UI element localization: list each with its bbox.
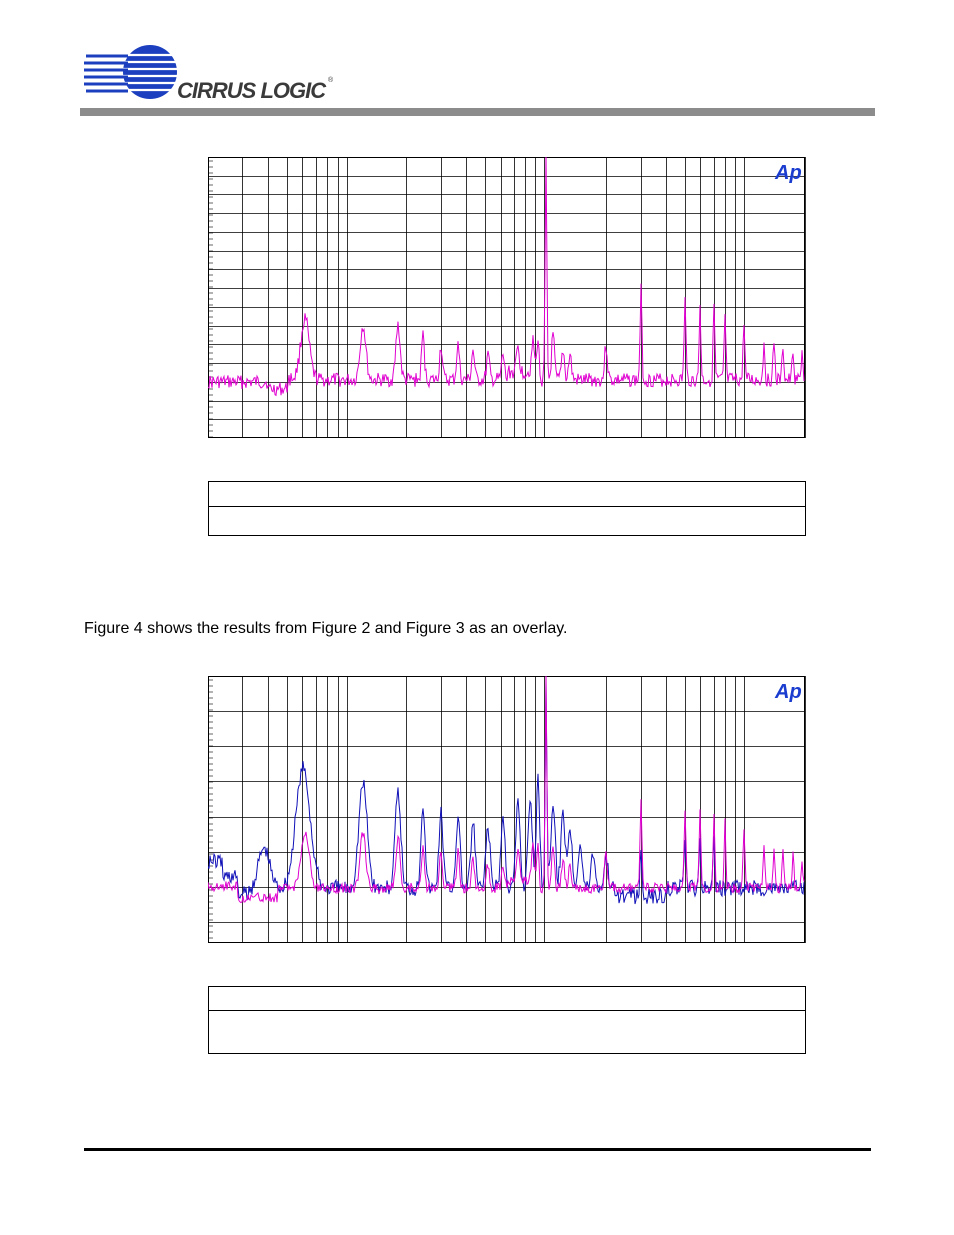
chart-2-plot xyxy=(208,676,806,943)
caption-2-line-2 xyxy=(209,1011,805,1053)
caption-box-2 xyxy=(208,986,806,1054)
plot-frame xyxy=(209,158,805,438)
ap-badge: Ap xyxy=(775,162,802,184)
caption-1-line-1 xyxy=(209,482,805,507)
caption-1-line-2 xyxy=(209,507,805,535)
chart-1-plot xyxy=(208,157,806,438)
footer-rule xyxy=(84,1148,871,1151)
ap-badge: Ap xyxy=(775,681,802,703)
caption-box-1 xyxy=(208,481,806,536)
registered-mark: ® xyxy=(328,77,334,84)
plot-frame xyxy=(209,677,805,943)
body-paragraph: Figure 4 shows the results from Figure 2 and Figure 3 as an overlay. xyxy=(84,620,568,637)
caption-2-line-1 xyxy=(209,987,805,1011)
cirrus-logic-logo xyxy=(84,44,344,104)
logo-wordmark: CIRRUS LOGIC xyxy=(177,78,326,103)
chart-1 xyxy=(208,157,806,438)
header-rule xyxy=(80,108,875,116)
chart-2 xyxy=(208,676,806,943)
